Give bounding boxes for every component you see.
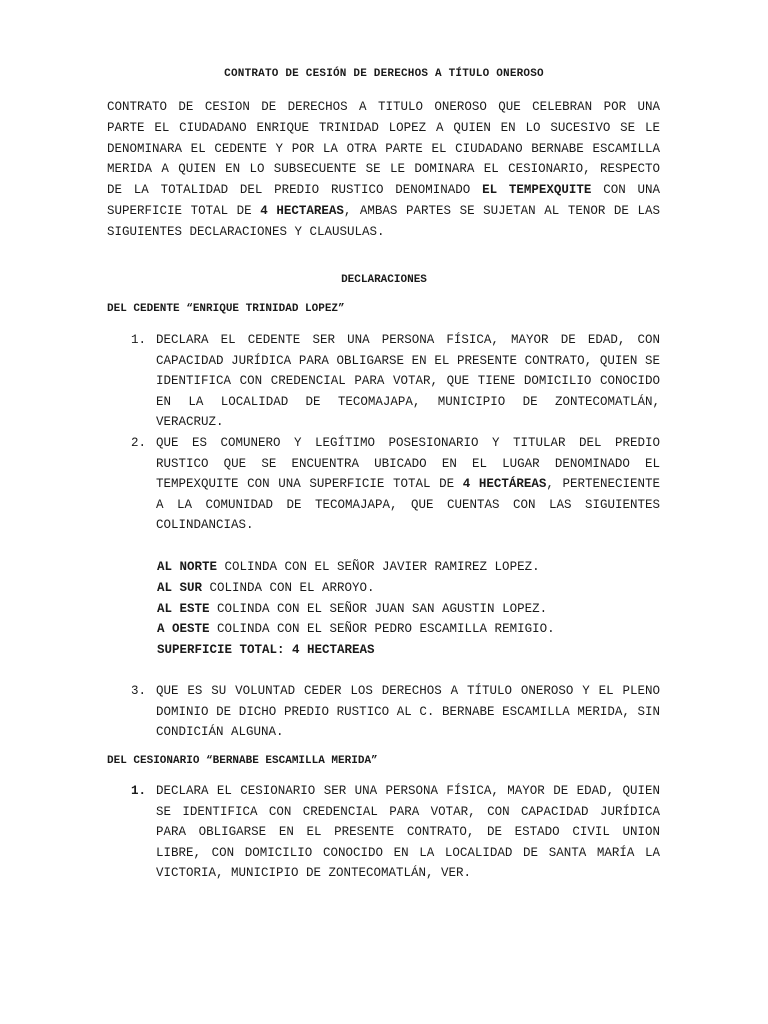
intro-text-2: CON UNA SUPERFICIE TOTAL DE — [107, 183, 660, 218]
boundary-east — [157, 599, 677, 620]
document-title: CONTRATO DE CESIÓN DE DERECHOS A TÍTULO ONEROSO — [224, 68, 544, 80]
boundary-west — [157, 619, 677, 640]
boundary-label: AL SUR — [157, 580, 203, 595]
intro-bold-hectareas: 4 HECTAREAS — [260, 203, 344, 218]
item-text: DECLARA EL CESIONARIO SER UNA PERSONA FÍSICA, MAYOR DE EDAD, QUIEN SE IDENTIFICA CON CREDENCIAL PARA VOTAR, CON CAPACIDAD JURÍDICA PARA OBLIGARSE EN EL PRESENTE CONTRATO, DE ESTADO CIVIL UNION LIBRE, CON DOMICILIO CONOCIDO EN LA LOCALIDAD DE SANTA MARÍA LA VICTORIA, MUNICIPIO DE ZONTECOMATLÁN, VER. — [156, 784, 660, 881]
item-text-bold: 4 HECTÁREAS — [462, 477, 547, 492]
item-number: 1. — [131, 333, 147, 347]
boundary-text: COLINDA CON EL ARROYO. — [202, 580, 375, 595]
surface-total — [157, 640, 677, 661]
item-text-part: , PERTENECIENTE A LA COMUNIDAD DE TECOMAJAPA, QUE CUENTAS CON LAS SIGUIENTES COLINDANCIAS. — [156, 477, 660, 533]
boundary-text: COLINDA CON EL SEÑOR PEDRO ESCAMILLA REMIGIO. — [209, 622, 555, 637]
item-text-part: QUE ES COMUNERO Y LEGÍTIMO POSESIONARIO Y TITULAR DEL PREDIO RUSTICO QUE SE ENCUENTRA UBICADO EN EL LUGAR DENOMINADO EL TEMPEXQUITE CON UNA SUPERFICIE TOTAL DE — [156, 436, 660, 492]
cesionario-item-1 — [107, 781, 660, 884]
cedente-item-1 — [107, 330, 660, 433]
cedente-item-2 — [107, 433, 660, 536]
boundary-text: COLINDA CON EL SEÑOR JAVIER RAMIREZ LOPEZ. — [217, 560, 540, 574]
boundary-south — [157, 578, 677, 599]
item-number: 2. — [131, 436, 147, 450]
intro-text-1: CONTRATO DE CESION DE DERECHOS A TITULO ONEROSO QUE CELEBRAN POR UNA PARTE EL CIUDADANO ENRIQUE TRINIDAD LOPEZ A QUIEN EN LO SUCESIVO SE LE DENOMINARA EL CEDENTE Y POR LA OTRA PARTE EL CIUDADANO BERNABE ESCAMILLA MERIDA A QUIEN EN LO SUBSECUENTE SE LE DOMINARA EL CESIONARIO, RESPECTO DE LA TOTALIDAD DEL PREDIO RUSTICO DENOMINADO — [107, 100, 660, 198]
cedente-item-3 — [107, 681, 660, 743]
item-text — [156, 433, 660, 536]
declarations-heading: DECLARACIONES — [341, 274, 427, 286]
item-number: 1. — [131, 784, 147, 798]
cedente-heading: DEL CEDENTE “ENRIQUE TRINIDAD LOPEZ” — [107, 303, 345, 315]
intro-text-3: , AMBAS PARTES SE SUJETAN AL TENOR DE LAS SIGUIENTES DECLARACIONES Y CLAUSULAS. — [107, 203, 660, 239]
surface-total-text: SUPERFICIE TOTAL: 4 HECTAREAS — [157, 643, 375, 658]
boundary-label: AL ESTE — [157, 601, 210, 616]
boundaries-list — [157, 557, 677, 661]
boundary-label: AL NORTE — [157, 560, 218, 574]
intro-bold-predio: EL TEMPEXQUITE — [482, 183, 592, 198]
boundary-north — [157, 557, 677, 578]
item-text: DECLARA EL CEDENTE SER UNA PERSONA FÍSICA, MAYOR DE EDAD, CON CAPACIDAD JURÍDICA PARA OBLIGARSE EN EL PRESENTE CONTRATO, QUIEN SE IDENTIFICA CON CREDENCIAL PARA VOTAR, QUE TIENE DOMICILIO CONOCIDO EN LA LOCALIDAD DE TECOMAJAPA, MUNICIPIO DE ZONTECOMATLÁN, VERACRUZ. — [156, 333, 660, 430]
boundary-label: A OESTE — [157, 622, 210, 637]
item-text: QUE ES SU VOLUNTAD CEDER LOS DERECHOS A TÍTULO ONEROSO Y EL PLENO DOMINIO DE DICHO PREDIO RUSTICO AL C. BERNABE ESCAMILLA MERIDA, SIN CONDICIÁN ALGUNA. — [156, 684, 660, 740]
boundary-text: COLINDA CON EL SEÑOR JUAN SAN AGUSTIN LOPEZ. — [209, 601, 548, 616]
intro-paragraph — [107, 97, 660, 243]
item-number: 3. — [131, 684, 147, 698]
cesionario-heading: DEL CESIONARIO “BERNABE ESCAMILLA MERIDA” — [107, 755, 378, 767]
